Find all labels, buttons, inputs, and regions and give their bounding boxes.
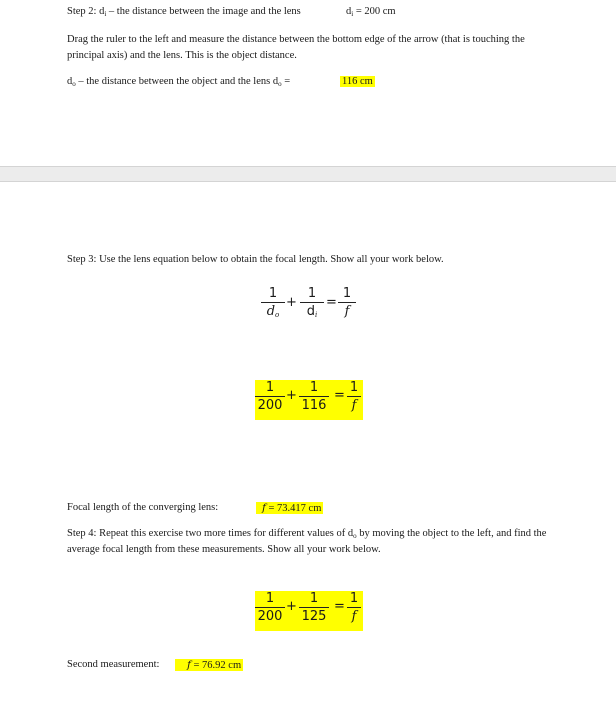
- eq2-plus: +: [286, 599, 297, 614]
- object-distance-symbol: d: [67, 76, 73, 87]
- object-distance-value[interactable]: 116 cm: [342, 76, 373, 87]
- focal-length-label: Focal length of the converging lens:: [67, 502, 219, 513]
- eq2-frac-a: [255, 591, 285, 624]
- fraction-bar: [299, 396, 329, 397]
- eq2-equals: =: [334, 599, 345, 614]
- object-distance-text-sub: o: [278, 80, 282, 88]
- lens-eq-num-2: 1: [307, 286, 317, 301]
- eq1-den-b: 116: [301, 398, 327, 413]
- lens-eq-frac-di: [300, 286, 324, 319]
- image-distance-sub: i: [351, 10, 354, 18]
- eq1-frac-f: [347, 380, 361, 413]
- step2-label: [67, 6, 301, 17]
- lens-eq-den-do: [261, 304, 285, 319]
- object-distance-equals: =: [281, 76, 291, 87]
- step2-label-rest: – the distance between the image and the lens: [106, 6, 301, 17]
- lens-eq-den-di: [300, 304, 324, 319]
- eq1-den-a: 200: [257, 398, 283, 413]
- eq2-den-b: 125: [301, 609, 327, 624]
- lens-eq-equals: =: [326, 295, 337, 310]
- fraction-bar: [299, 607, 329, 608]
- step3-text: Step 3: Use the lens equation below to obtain the focal length. Show all your work below.: [67, 254, 444, 265]
- eq1-den-f: f: [351, 398, 357, 413]
- fraction-bar: [338, 302, 356, 303]
- second-measurement-f: f: [187, 659, 191, 671]
- object-distance-text: – the distance between the object and the lens d: [75, 76, 279, 87]
- eq1-plus: +: [286, 388, 297, 403]
- step4-text: [67, 526, 557, 558]
- eq1-equals: =: [334, 388, 345, 403]
- step4-text-a: Step 4: Repeat this exercise two more times for different values of d: [67, 528, 354, 539]
- image-distance-text: = 200 cm: [353, 6, 396, 17]
- focal-length-value[interactable]: [256, 502, 323, 514]
- lens-equation: [256, 286, 366, 330]
- second-measurement-value[interactable]: [175, 659, 243, 671]
- eq1-frac-b: [299, 380, 329, 413]
- fraction-bar: [255, 607, 285, 608]
- lens-eq-plus: +: [286, 295, 297, 310]
- fraction-bar: [261, 302, 285, 303]
- step2-label-sub: i: [104, 10, 107, 18]
- eq2-num-2: 1: [309, 591, 319, 606]
- fraction-bar: [347, 607, 361, 608]
- image-distance-value: [346, 6, 396, 17]
- step4-text-sub: o: [353, 532, 357, 540]
- object-distance-line: [67, 76, 290, 87]
- do-sub: o: [275, 311, 280, 319]
- lens-eq-den-f: f: [344, 304, 350, 319]
- step2-label-text: Step 2: d: [67, 6, 105, 17]
- drag-instruction: Drag the ruler to the left and measure the distance between the bottom edge of the arrow (that is touching the principal axis) and the lens. This is the object distance.: [67, 34, 525, 61]
- image-distance-symbol: d: [346, 6, 352, 17]
- eq1-num-2: 1: [309, 380, 319, 395]
- lens-eq-frac-do: [261, 286, 285, 319]
- eq1-num-1: 1: [265, 380, 275, 395]
- lens-eq-num-3: 1: [342, 286, 352, 301]
- di-sub: i: [315, 311, 318, 319]
- eq2-frac-f: [347, 591, 361, 624]
- focal-length-f: f: [262, 502, 266, 514]
- equation-2[interactable]: [255, 591, 363, 631]
- focal-length-number: = 73.417 cm: [265, 503, 322, 514]
- eq2-num-3: 1: [349, 591, 359, 606]
- step4-text-b: by moving the object to the left, and find the average focal length from these measurements. Show all your work below.: [67, 528, 547, 555]
- di-symbol: d: [306, 304, 315, 319]
- eq1-num-3: 1: [349, 380, 359, 395]
- equation-1[interactable]: [255, 380, 363, 420]
- fraction-bar: [347, 396, 361, 397]
- lens-eq-frac-f: [338, 286, 356, 319]
- eq2-den-f: f: [351, 609, 357, 624]
- do-symbol: d: [266, 304, 276, 319]
- page-break: [0, 166, 616, 182]
- eq1-frac-a: [255, 380, 285, 413]
- fraction-bar: [300, 302, 324, 303]
- lens-eq-num-1: 1: [268, 286, 278, 301]
- eq2-frac-b: [299, 591, 329, 624]
- second-measurement-number: = 76.92 cm: [190, 660, 242, 671]
- fraction-bar: [255, 396, 285, 397]
- eq2-den-a: 200: [257, 609, 283, 624]
- eq2-num-1: 1: [265, 591, 275, 606]
- second-measurement-label: Second measurement:: [67, 659, 160, 670]
- object-distance-symbol-sub: o: [72, 80, 76, 88]
